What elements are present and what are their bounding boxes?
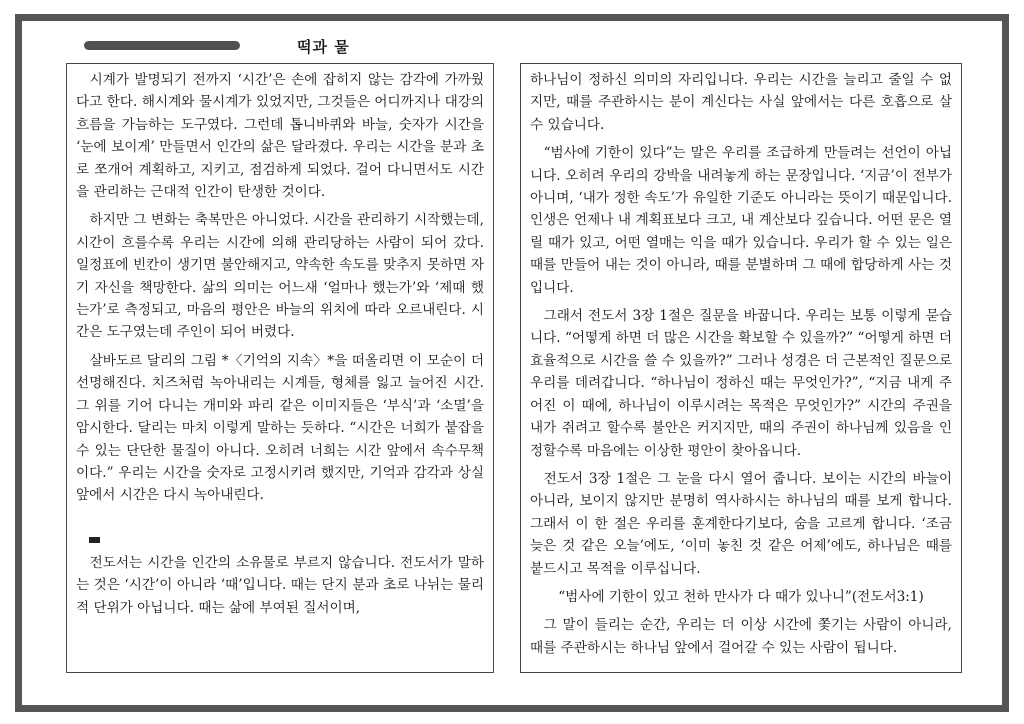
paragraph: 그래서 전도서 3장 1절은 질문을 바꿉니다. 우리는 보통 이렇게 묻습니다. “어떻게 하면 더 많은 시간을 확보할 수 있을까?” “어떻게 하면 더 효율적으로 시간을 쓸 수 있을까?” 그러나 성경은 더 근본적인 질문으로 우리를 데려갑니다. “하나님이 정하신 때는 무엇인가?”, “지금 내게 주어진 이 때에, 하나님이 이루시려는 목적은 무엇인가?” 시간의 주권을 내가 쥐려고 할수록 불안은 커지지만, 때의 주권이 하나님께 있음을 인정할수록 마음에는 이상한 평안이 찾아옵니다. [530,308,952,459]
paragraph-continuation: 하나님이 정하신 의미의 자리입니다. 우리는 시간을 늘리고 줄일 수 없지만, 때를 주관하시는 분이 계신다는 사실 앞에서는 다른 호흡으로 살 수 있습니다. [530,72,952,133]
paragraph: 전도서 3장 1절은 그 눈을 다시 열어 줍니다. 보이는 시간의 바늘이 아니라, 보이지 않지만 분명히 역사하시는 하나님의 때를 보게 합니다. 그래서 이 한 절은 우리를 훈계한다기보다, 숨을 고르게 합니다. ‘조금 늦은 것 같은 오늘’에도, ‘이미 놓친 것 같은 어제’에도, 하나님은 때를 붙드시고 목적을 이루십니다. [530,470,952,577]
paragraph: 전도서는 시간을 인간의 소유물로 부르지 않습니다. 전도서가 말하는 것은 ‘시간’이 아니라 ‘때’입니다. 때는 단지 분과 초로 나뉘는 물리적 단위가 아닙니다. 때는 삶에 부여된 질서이며, [76,554,484,616]
paragraph: 시계가 발명되기 전까지 ‘시간’은 손에 잡히지 않는 감각에 가까웠다고 한다. 해시계와 물시계가 있었지만, 그것들은 어디까지나 대강의 흐름을 가늠하는 도구였다. 그런데 톱니바퀴와 바늘, 숫자가 시간을 ‘눈에 보이게’ 만들면서 인간의 삶은 달라졌다. 우리는 시간을 분과 초로 쪼개어 계획하고, 지키고, 점검하게 되었다. 걸어 다니면서도 시간을 관리하는 근대적 인간이 탄생한 것이다. [76,72,484,201]
scripture-quote: “범사에 기한이 있고 천하 만사가 다 때가 있나니”(전도서3:1) [558,588,924,605]
paragraph: 살바도르 달리의 그림 *〈기억의 지속〉*을 떠올리면 이 모순이 더 선명해진다. 치즈처럼 녹아내리는 시계들, 형체를 잃고 늘어진 시간. 그 위를 기어 다니는 개미와 파리 같은 이미지들은 ‘부식’과 ‘소멸’을 암시한다. 달리는 마치 이렇게 말하는 듯하다. “시간은 너희가 붙잡을 수 있는 단단한 물질이 아니다. 오히려 너희는 시간 앞에서 속수무책이다.” 우리는 시간을 숫자로 고정시키려 했지만, 기억과 감각과 상실 앞에서 시간은 다시 녹아내린다. [76,352,484,504]
paragraph: 그 말이 들리는 순간, 우리는 더 이상 시간에 쫓기는 사람이 아니라, 때를 주관하시는 하나님 앞에서 걸어갈 수 있는 사람이 됩니다. [530,617,952,656]
left-text-column [66,63,494,673]
page-title: 떡과 물 [297,38,350,56]
right-text-column [520,63,962,673]
paragraph: 하지만 그 변화는 축복만은 아니었다. 시간을 관리하기 시작했는데, 시간이 흐를수록 우리는 시간에 의해 관리당하는 사람이 되어 갔다. 일정표에 빈칸이 생기면 불안해지고, 약속한 속도를 맞추지 못하면 자기 자신을 책망한다. 삶의 의미는 어느새 ‘얼마나 했는가’와 ‘제때 했는가’로 측정되고, 마음의 평안은 바늘의 위치에 따라 오르내린다. 시간은 도구였는데 주인이 되어 버렸다. [76,212,484,341]
title-decoration-bar [84,41,240,50]
paragraph: “범사에 기한이 있다”는 말은 우리를 조급하게 만들려는 선언이 아닙니다. 오히려 우리의 강박을 내려놓게 하는 문장입니다. ‘지금’이 전부가 아니며, ‘내가 정한 속도’가 유일한 기준도 아니라는 뜻이기 때문입니다. 인생은 언제나 내 계획표보다 크고, 내 계산보다 깊습니다. 어떤 문은 열릴 때가 있고, 어떤 열매는 익을 때가 있습니다. 우리가 할 수 있는 일은 때를 만들어 내는 것이 아니라, 때를 분별하며 그 때에 합당하게 사는 것입니다. [530,145,952,296]
section-marker [89,537,100,543]
